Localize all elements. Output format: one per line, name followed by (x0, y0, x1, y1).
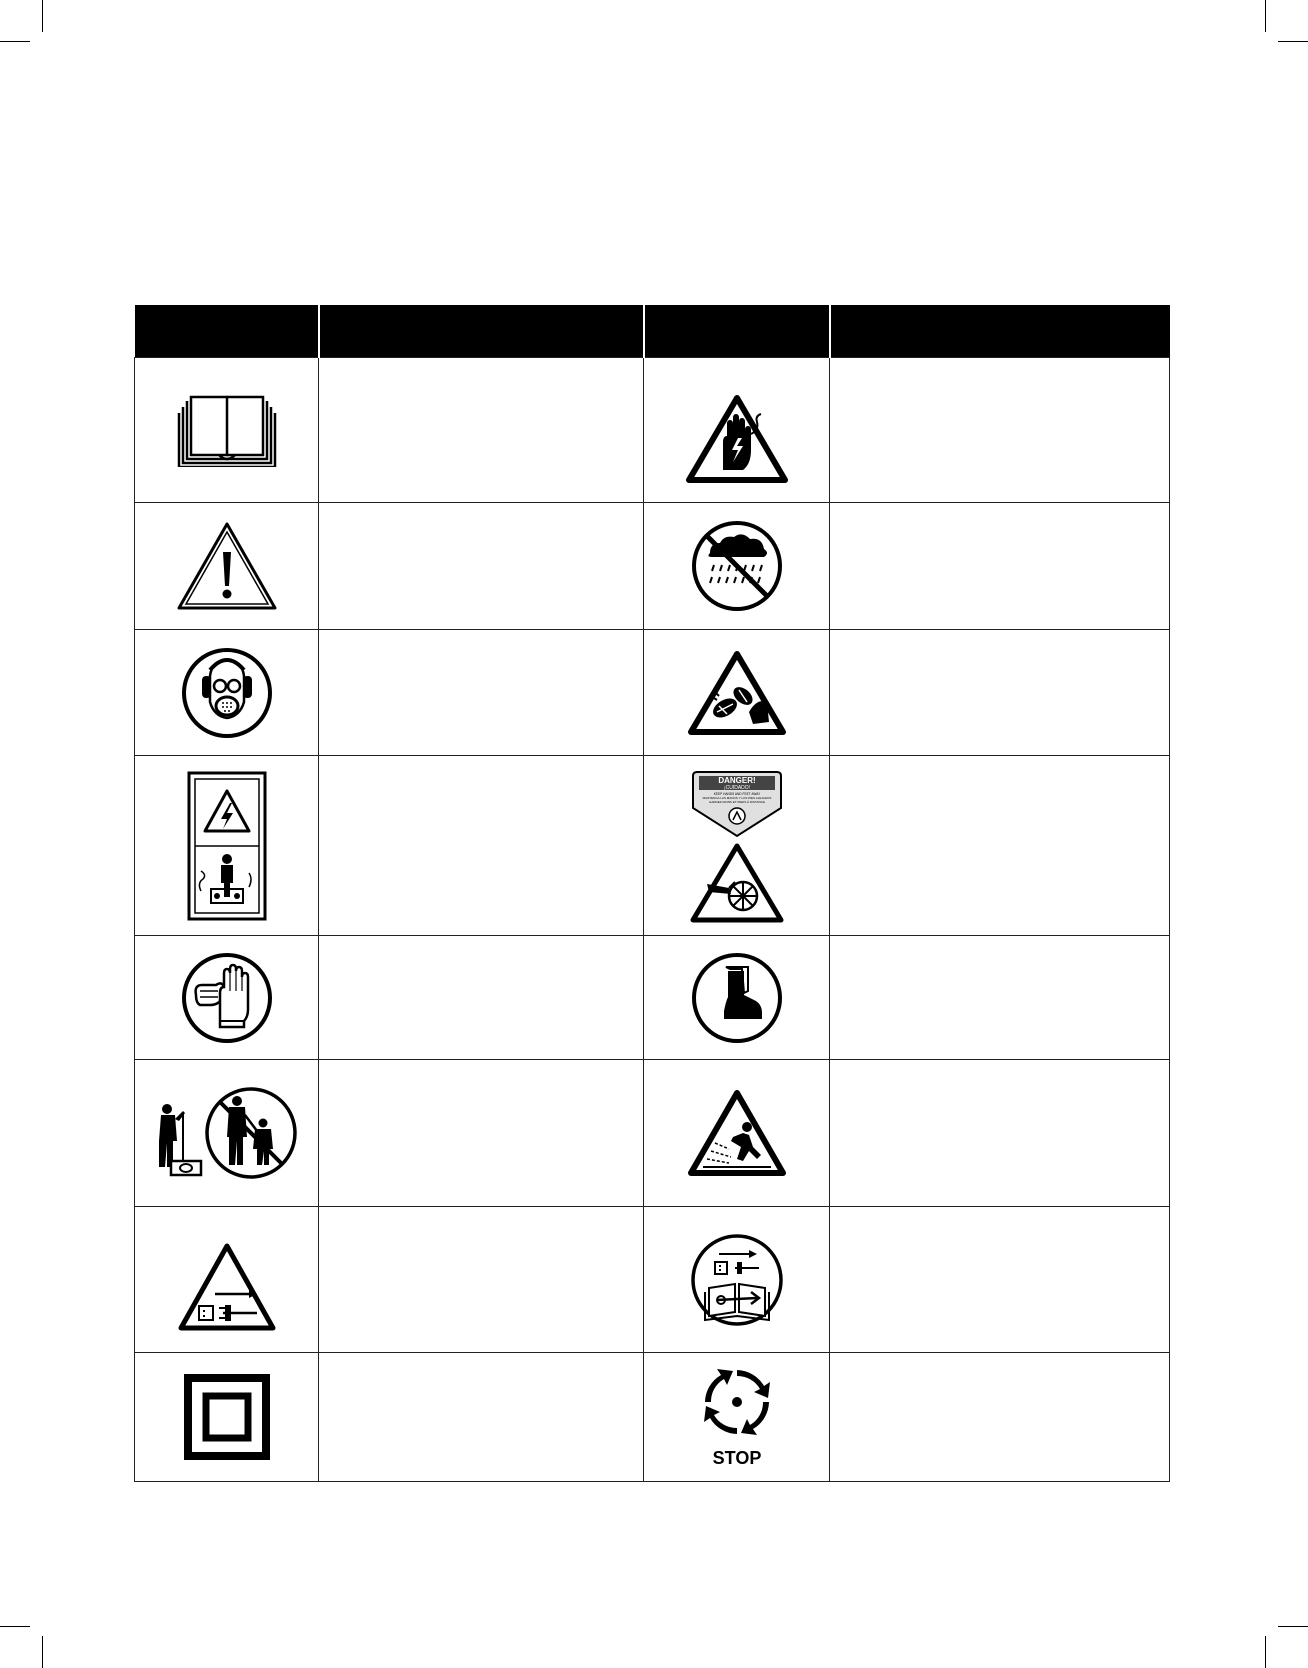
crop-mark (0, 1626, 30, 1627)
header-meaning-cell (830, 304, 1170, 358)
crop-mark (0, 41, 30, 42)
table-header-row (135, 304, 1170, 358)
symbol-cell (135, 358, 319, 503)
double-insulation-icon (184, 1374, 270, 1460)
table-row (135, 756, 1170, 936)
keep-bystanders-away-icon (153, 1085, 301, 1181)
symbol-cell (135, 503, 319, 630)
electrical-shock-warning-icon (685, 394, 789, 484)
danger-line-2: MANTENGA LAS MANOS Y LOS PIES ALEJADOS (702, 795, 771, 800)
danger-line-1: KEEP HANDS AND FEET AWAY (713, 791, 760, 796)
safety-alert-icon (175, 520, 279, 612)
crop-mark (1278, 1626, 1308, 1627)
crop-mark (1278, 41, 1308, 42)
crop-mark (42, 0, 43, 32)
meaning-cell (319, 1207, 644, 1353)
electrical-hazard-keep-distance-icon (187, 771, 267, 921)
symbol-cell (135, 936, 319, 1060)
danger-subheading: ¡CUIDADO! (723, 784, 750, 791)
symbol-cell (644, 630, 830, 756)
crop-mark (1265, 1636, 1266, 1668)
table-row (135, 630, 1170, 756)
table-row (135, 1207, 1170, 1353)
meaning-cell (830, 630, 1170, 756)
meaning-cell (319, 1060, 644, 1207)
eye-ear-respiratory-protection-icon (180, 646, 274, 740)
slipping-hazard-icon (687, 1089, 787, 1177)
meaning-cell (830, 1353, 1170, 1482)
meaning-cell (319, 756, 644, 936)
crop-mark (42, 1636, 43, 1668)
meaning-cell (319, 1353, 644, 1482)
symbol-cell (644, 936, 830, 1060)
danger-decal-rotating-impeller-icon (689, 768, 785, 924)
symbol-cell (644, 503, 830, 630)
wait-for-stop-icon (692, 1364, 782, 1470)
symbol-cell (644, 1353, 830, 1482)
thrown-objects-warning-icon (687, 650, 787, 736)
disconnect-power-icon (177, 1242, 277, 1332)
symbol-cell (644, 1060, 830, 1207)
header-symbol-cell (135, 304, 319, 358)
meaning-cell (830, 1207, 1170, 1353)
symbol-cell (644, 1207, 830, 1353)
no-rain-icon (690, 519, 784, 613)
wear-boots-icon (690, 951, 784, 1045)
meaning-cell (830, 503, 1170, 630)
safety-symbols-table (134, 303, 1170, 1482)
table-row (135, 503, 1170, 630)
meaning-cell (319, 630, 644, 756)
symbol-cell (135, 1060, 319, 1207)
symbol-cell (135, 756, 319, 936)
wear-gloves-icon (180, 951, 274, 1045)
symbol-cell (135, 1207, 319, 1353)
table-row (135, 936, 1170, 1060)
meaning-cell (319, 936, 644, 1060)
danger-heading: DANGER! (717, 775, 756, 785)
table-row (135, 1060, 1170, 1207)
table-row (135, 1353, 1170, 1482)
symbol-cell (135, 1353, 319, 1482)
header-symbol-cell (644, 304, 830, 358)
meaning-cell (830, 936, 1170, 1060)
symbol-cell (644, 756, 830, 936)
meaning-cell (830, 756, 1170, 936)
symbol-cell (644, 358, 830, 503)
table-row (135, 358, 1170, 503)
danger-line-3: GARDEZ MAINS ET PIEDS À DISTANCE (708, 799, 765, 804)
stop-label: STOP (712, 1448, 761, 1468)
meaning-cell (830, 1060, 1170, 1207)
meaning-cell (830, 358, 1170, 503)
symbol-cell (135, 630, 319, 756)
meaning-cell (319, 358, 644, 503)
header-meaning-cell (319, 304, 644, 358)
disconnect-before-maintenance-icon (689, 1232, 785, 1328)
operator-manual-icon (177, 393, 277, 467)
meaning-cell (319, 503, 644, 630)
crop-mark (1265, 0, 1266, 32)
